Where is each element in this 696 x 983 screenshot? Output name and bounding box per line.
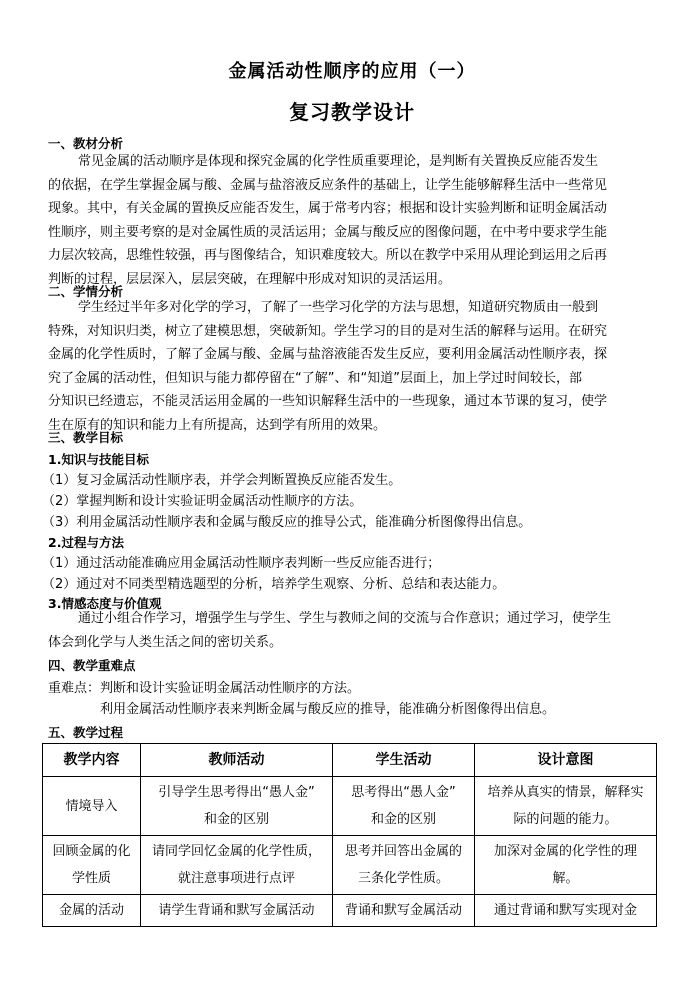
table-cell: 思考并回答出金属的 三条化学性质。 (333, 836, 475, 895)
paragraph-line: 金属的化学性质时，了解了金属与酸、金属与盐溶液能否发生反应，要利用金属活动性顺序表，探 (48, 347, 608, 362)
goal-item: （1）复习金属活动性顺序表，并学会判断置换反应能否发生。 (42, 473, 402, 488)
table-cell: 加深对金属的化学性的理 解。 (475, 836, 657, 895)
section-heading-materials: 一、教材分析 (48, 136, 124, 151)
section-body-students (48, 296, 648, 437)
section-heading-students: 二、学情分析 (48, 284, 124, 299)
table-cell: 思考得出“愚人金” 和金的区别 (333, 777, 475, 836)
paragraph-line: 的依据，在学生掌握金属与酸、金属与盐溶液反应条件的基础上，让学生能够解释生活中一些常见 (48, 177, 608, 193)
goal-process-title: 2.过程与方法 (48, 535, 124, 550)
paragraph-line: 特殊，对知识归类，树立了建模思想，突破新知。学生学习的目的是对生活的解释与运用。在研究 (48, 323, 608, 339)
paragraph-line: 体会到化学与人类生活之间的密切关系。 (48, 634, 283, 650)
table-cell: 背诵和默写金属活动 (333, 895, 475, 927)
table-cell: 引导学生思考得出“愚人金” 和金的区别 (141, 777, 333, 836)
column-header: 设计意图 (475, 744, 657, 777)
column-header: 教学内容 (43, 744, 141, 777)
paragraph-line: 分知识已经遗忘，不能灵活运用金属的一些知识解释生活中的一些现象，通过本节课的复习，使学 (48, 394, 608, 409)
goal-attitude-title: 3.情感态度与价值观 (48, 596, 162, 611)
section-heading-keypoints: 四、教学重难点 (48, 658, 136, 673)
paragraph-line: 力层次较高，思维性较强，再与图像结合，知识难度较大。所以在教学中采用从理论到运用之后再 (48, 248, 608, 263)
table-cell: 培养从真实的情景，解释实 际的问题的能力。 (475, 777, 657, 836)
goal-item: （2）通过对不同类型精选题型的分析，培养学生观察、分析、总结和表达能力。 (42, 577, 506, 592)
paragraph-line: 现象。其中，有关金属的置换反应能否发生，属于常考内容；根据和设计实验判断和证明金属活动 (48, 201, 608, 216)
teaching-process-table (42, 743, 657, 927)
paragraph-line: 学生经过半年多对化学的学习，了解了一些学习化学的方法与思想，知道研究物质由一般到 (78, 300, 599, 315)
goal-item: （3）利用金属活动性顺序表和金属与酸反应的推导公式，能准确分析图像得出信息。 (42, 515, 532, 530)
table-cell: 请同学回忆金属的化学性质， 就注意事项进行点评 (141, 836, 333, 895)
table-cell: 情境导入 (43, 777, 141, 836)
goal-attitude-body (48, 607, 648, 654)
goal-item: （2）掌握判断和设计实验证明金属活动性顺序的方法。 (42, 494, 363, 509)
paragraph-line: 判断的过程，层层深入，层层突破，在理解中形成对知识的灵活运用。 (48, 271, 452, 287)
section-body-materials (48, 150, 648, 291)
goal-knowledge-title: 1.知识与技能目标 (48, 452, 149, 467)
keypoint-line: 利用金属活动性顺序表来判断金属与酸反应的推导，能准确分析图像得出信息。 (100, 702, 556, 717)
table-cell: 请学生背诵和默写金属活动 (141, 895, 333, 927)
paragraph-line: 性顺序，则主要考察的是对金属性质的灵活运用；金属与酸反应的图像问题，在中考中要求学生能 (48, 224, 608, 240)
table-row (43, 895, 657, 927)
document-title: 金属活动性顺序的应用（一） (228, 61, 476, 82)
table-row (43, 836, 657, 895)
table-row (43, 777, 657, 836)
paragraph-line: 生在原有的知识和能力上有所提高，达到学有所用的效果。 (48, 417, 387, 433)
goal-item: （1）通过活动能准确应用金属活动性顺序表判断一些反应能否进行； (42, 556, 441, 571)
table-cell: 回顾金属的化 学性质 (43, 836, 141, 895)
table-cell: 金属的活动 (43, 895, 141, 927)
paragraph-line: 究了金属的活动性，但知识与能力都停留在“了解”、和“知道”层面上，加上学过时间较长，部 (48, 370, 582, 386)
column-header: 学生活动 (333, 744, 475, 777)
section-heading-goals: 三、教学目标 (48, 430, 124, 445)
paragraph-line: 通过小组合作学习，增强学生与学生、学生与教师之间的交流与合作意识；通过学习，使学生 (78, 611, 612, 626)
paragraph-line: 常见金属的活动顺序是体现和探究金属的化学性质重要理论，是判断有关置换反应能否发生 (78, 154, 599, 169)
section-heading-process: 五、教学过程 (48, 725, 124, 740)
table-cell: 通过背诵和默写实现对金 (475, 895, 657, 927)
keypoint-line: 重难点：判断和设计实验证明金属活动性顺序的方法。 (48, 681, 361, 696)
column-header: 教师活动 (141, 744, 333, 777)
document-subtitle: 复习教学设计 (289, 100, 415, 124)
table-header-row (43, 744, 657, 777)
